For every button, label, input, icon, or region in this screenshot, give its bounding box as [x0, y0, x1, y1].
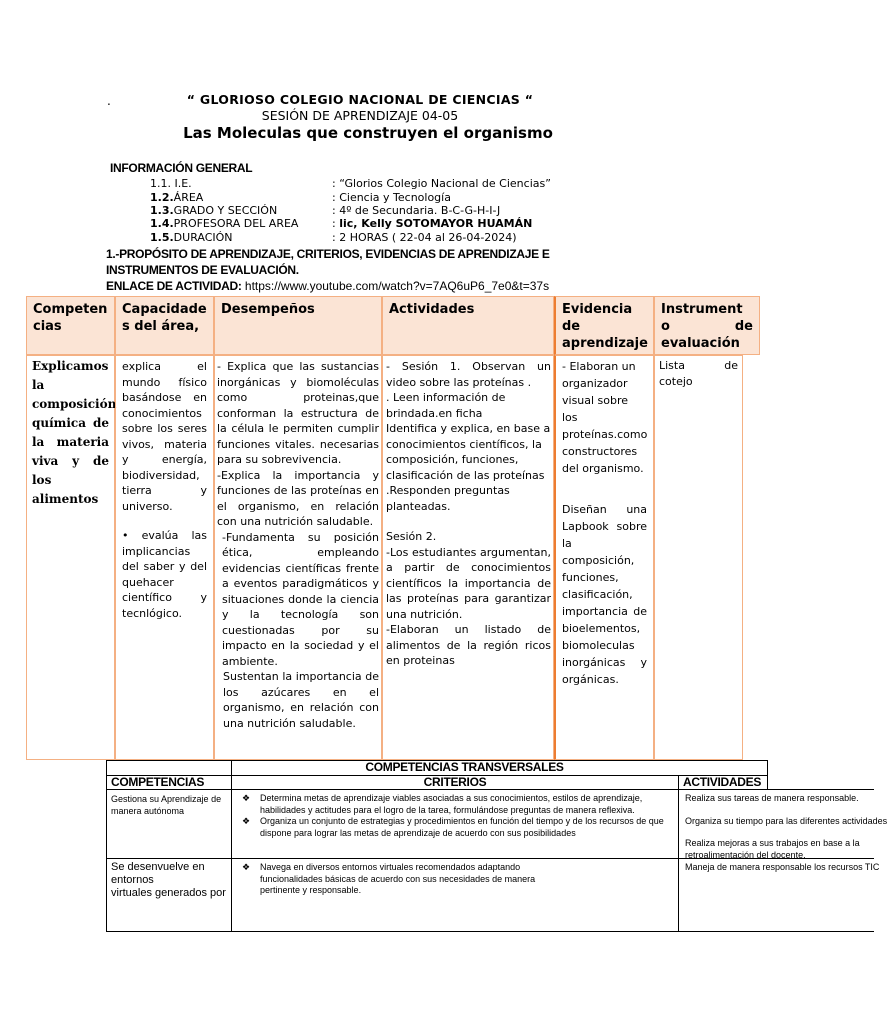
header-actividades: Actividades	[382, 296, 554, 355]
diamond-bullet-icon: ❖	[242, 816, 251, 826]
actividad-item: Sesión 2.	[386, 530, 437, 543]
actividad-spacer	[386, 514, 551, 529]
criterio-item	[236, 816, 674, 839]
competencia-line: Gestiona su Aprendizaje de	[111, 794, 222, 804]
info-row-area	[150, 191, 451, 205]
actividad-item: . Leen información de brindada.en ficha	[386, 391, 506, 420]
actividad-item: .Responden preguntas planteadas.	[386, 484, 510, 513]
info-value-prefix: :	[332, 217, 340, 230]
teacher-name: lic, Kelly SOTOMAYOR HUAMÁN	[339, 217, 533, 230]
activity-link-row	[106, 279, 549, 293]
header-desempenos: Desempeños	[214, 296, 382, 355]
info-num: 1.4.	[150, 217, 174, 230]
header-instrumento: Instrument o de evaluación	[654, 296, 760, 355]
actividades-virtual	[678, 858, 880, 932]
info-label: DURACIÓN	[173, 231, 233, 244]
actividad-item: -Los estudiantes argumentan, a partir de conocimientos científicos la importancia de las proteínas para garantizar una nutrición.	[386, 545, 551, 621]
capacidades-cell	[115, 355, 214, 760]
info-num: 1.2.	[150, 191, 174, 204]
learning-table	[0, 296, 760, 760]
diamond-bullet-icon: ❖	[242, 793, 251, 803]
diamond-bullet-icon: ❖	[242, 862, 251, 872]
criterio-text: Navega en diversos entornos virtuales recomendados adaptando funcionalidades básicas de acuerdo con sus necesidades de manera pertinente y responsable.	[260, 862, 536, 895]
actividad-trans-item: Realiza mejoras a sus trabajos en base a la retroalimentación del docente.	[685, 838, 860, 860]
activity-link-label: ENLACE DE ACTIVIDAD:	[106, 279, 242, 293]
desempeno-item: -Fundamenta su posición ética, empleando evidencias científicas frente a eventos paradigmáticos y situaciones donde la ciencia y la tecnología son cuestionadas por su impacto en la sociedad y el ambiente.	[222, 530, 379, 668]
info-row-duration	[150, 231, 517, 245]
competencia-line: Se desenvuelve en entornos	[111, 861, 205, 886]
competencia-cell: Explicamos la composición química de la materia viva y de los alimentos	[26, 355, 115, 760]
transversal-corner	[106, 760, 232, 776]
header-criterios: CRITERIOS	[231, 775, 679, 790]
actividades-autonoma	[678, 789, 887, 860]
header-competencias-trans: COMPETENCIAS	[106, 775, 232, 790]
session-title: Las Moleculas que construyen el organismo	[183, 124, 553, 142]
purpose-heading: 1.-PROPÓSITO DE APRENDIZAJE, CRITERIOS, EVIDENCIAS DE APRENDIZAJE E INSTRUMENTOS DE EVALUACIÓN.	[106, 247, 550, 277]
evidencia-item: Diseñan una Lapbook sobre la composición, funciones, clasificación, importancia de bioelementos, biomoleculas inorgánicas y orgánicas.	[562, 503, 647, 686]
info-row-ie	[150, 177, 551, 191]
criterio-item	[236, 862, 560, 897]
actividad-item: Identifica y explica, en base a conocimientos científicos, la composición, funciones, clasificación de las proteínas	[386, 422, 551, 482]
competencia-virtual	[106, 858, 232, 932]
info-title: INFORMACIÓN GENERAL	[110, 161, 253, 175]
evidencia-spacer	[562, 477, 647, 501]
info-row-grade	[150, 204, 501, 218]
header-capacidades: Capacidade s del área,	[115, 296, 214, 355]
actividades-cell	[382, 355, 554, 760]
info-value	[332, 217, 532, 230]
header-competencias: Competen cias	[26, 296, 115, 355]
actividad-item: - Sesión 1. Observan un video sobre las proteínas .	[386, 360, 551, 389]
desempeno-item: -Explica la importancia y funciones de las proteínas en el organismo, en relación con una nutrición saludable.	[217, 468, 379, 528]
info-value: : Ciencia y Tecnología	[332, 191, 451, 204]
info-label: . I.E.	[167, 177, 192, 190]
info-value: : “Glorios Colegio Nacional de Ciencias”	[332, 177, 551, 190]
criterio-text: Determina metas de aprendizaje viables asociadas a sus conocimientos, estilos de aprendizaje, habilidades y actitudes para el logro de la tarea, formulándose preguntas de manera reflexiva.	[260, 793, 643, 815]
competencia-line: virtuales generados por	[111, 887, 226, 899]
info-row-teacher	[150, 217, 533, 231]
info-num: 1.3.	[150, 204, 174, 217]
transversal-table	[106, 760, 887, 932]
capacidad-item: • evalúa las implicancias del saber y del quehacer científico y tecnlógico.	[122, 529, 207, 620]
desempeno-item: - Explica que las sustancias inorgánicas y biomoléculas como proteinas,que conforman la estructura de la célula le permiten cumplir funciones vitales. necesarias para su sobrevivencia.	[217, 360, 379, 466]
info-value: : 2 HORAS ( 22-04 al 26-04-2024)	[332, 231, 517, 244]
desempeno-item: Sustentan la importancia de los azúcares en el organismo, en relación con una nutrición saludable.	[223, 670, 379, 730]
evidencia-item: - Elaboran un organizador visual sobre los proteínas.como constructores del organismo.	[562, 360, 648, 475]
competencia-autonoma	[106, 789, 232, 859]
session-number: SESIÓN DE APRENDIZAJE 04-05	[261, 108, 459, 123]
info-value: : 4º de Secundaria. B-C-G-H-I-J	[332, 204, 501, 217]
info-num: 1.1	[150, 177, 168, 190]
competencia-line: manera autónoma	[111, 805, 185, 816]
actividad-trans-item: Organiza su tiempo para las diferentes actividades	[685, 815, 887, 826]
criterio-text: Organiza un conjunto de estrategias y procedimientos en función del tiempo y de los recursos de que dispone para lograr las metas de aprendizaje de acuerdo con sus posibilidades	[260, 816, 664, 838]
criterios-autonoma	[231, 789, 679, 859]
activity-link-url[interactable]: https://www.youtube.com/watch?v=7AQ6uP6_7e0&t=37s	[241, 279, 550, 293]
header-actividades-trans: ACTIVIDADES	[678, 775, 768, 790]
info-label: PROFESORA DEL AREA	[173, 217, 299, 230]
instrumento-cell: Lista de cotejo	[654, 355, 743, 760]
evidencia-cell	[554, 355, 654, 760]
leading-dot: .	[107, 94, 111, 108]
school-name: “ GLORIOSO COLEGIO NACIONAL DE CIENCIAS “	[186, 92, 534, 107]
transversal-title: COMPETENCIAS TRANSVERSALES	[231, 760, 768, 776]
criterio-item	[236, 793, 674, 816]
criterios-virtual	[231, 858, 679, 932]
info-num: 1.5.	[150, 231, 174, 244]
info-label: ÁREA	[173, 191, 204, 204]
actividad-trans-item: Realiza sus tareas de manera responsable.	[685, 793, 859, 803]
capacidad-item: explica el mundo físico basándose en conocimientos sobre los seres vivos, materia y energía, biodiversidad, tierra y universo.	[122, 360, 207, 513]
header-evidencia: Evidencia de aprendizaje	[554, 296, 654, 355]
actividad-trans-item: Maneja de manera responsable los recursos TIC	[685, 862, 880, 872]
desempenos-cell	[214, 355, 382, 760]
info-label: GRADO Y SECCIÓN	[173, 204, 278, 217]
actividad-item: -Elaboran un listado de alimentos de la región ricos en proteinas	[386, 623, 551, 667]
